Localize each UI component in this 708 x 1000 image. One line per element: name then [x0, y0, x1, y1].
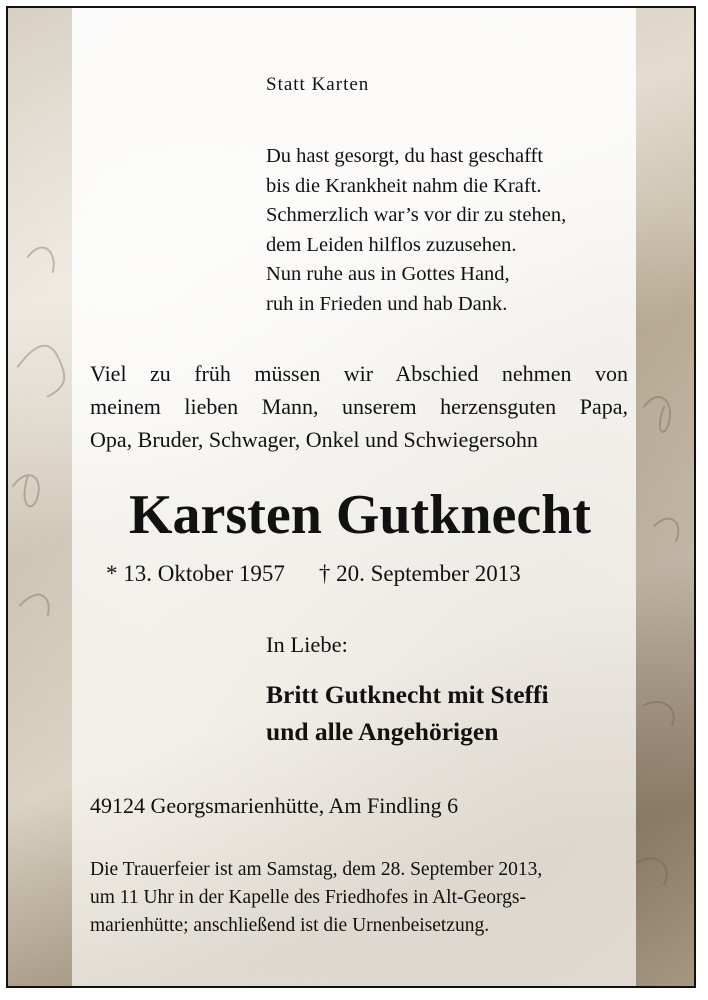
birth-date: * 13. Oktober 1957 [106, 561, 285, 586]
notice-frame [6, 6, 696, 988]
mourners-names [266, 676, 549, 750]
poem-line: Du hast gesorgt, du hast geschafft [266, 145, 544, 167]
poem-line: bis die Krankheit nahm die Kraft. [266, 174, 542, 197]
intro-line: Viel zu früh müssen wir Abschied nehmen von [90, 361, 628, 386]
ceremony-line: Die Trauerfeier ist am Samstag, dem 28. September 2013, [90, 859, 543, 880]
in-liebe-label: In Liebe: [266, 632, 348, 657]
intro-line: meinem lieben Mann, unserem herzensguten Papa, [90, 394, 628, 419]
memorial-poem [266, 142, 566, 319]
death-date: † 20. September 2013 [318, 561, 521, 586]
ceremony-details [90, 856, 542, 940]
mourner-line: Britt Gutknecht mit Steffi [266, 680, 549, 709]
poem-line: dem Leiden hilflos zuzusehen. [266, 233, 517, 256]
mourner-line: und alle Angehörigen [266, 717, 499, 746]
deceased-name: Karsten Gutknecht [129, 484, 591, 546]
statt-karten-heading: Statt Karten [266, 74, 370, 95]
farewell-intro [90, 357, 628, 456]
intro-line: Opa, Bruder, Schwager, Onkel und Schwiegersohn [90, 427, 538, 452]
poem-line: Schmerzlich war’s vor dir zu stehen, [266, 204, 567, 226]
family-address: 49124 Georgsmarienhütte, Am Findling 6 [90, 793, 459, 818]
poem-line: Nun ruhe aus in Gottes Hand, [266, 263, 510, 285]
ceremony-line: um 11 Uhr in der Kapelle des Friedhofes in Alt-Georgs- [90, 887, 526, 908]
life-dates [106, 561, 521, 587]
ceremony-line: marienhütte; anschließend ist die Urnenbeisetzung. [90, 915, 490, 936]
poem-line: ruh in Frieden und hab Dank. [266, 292, 508, 315]
